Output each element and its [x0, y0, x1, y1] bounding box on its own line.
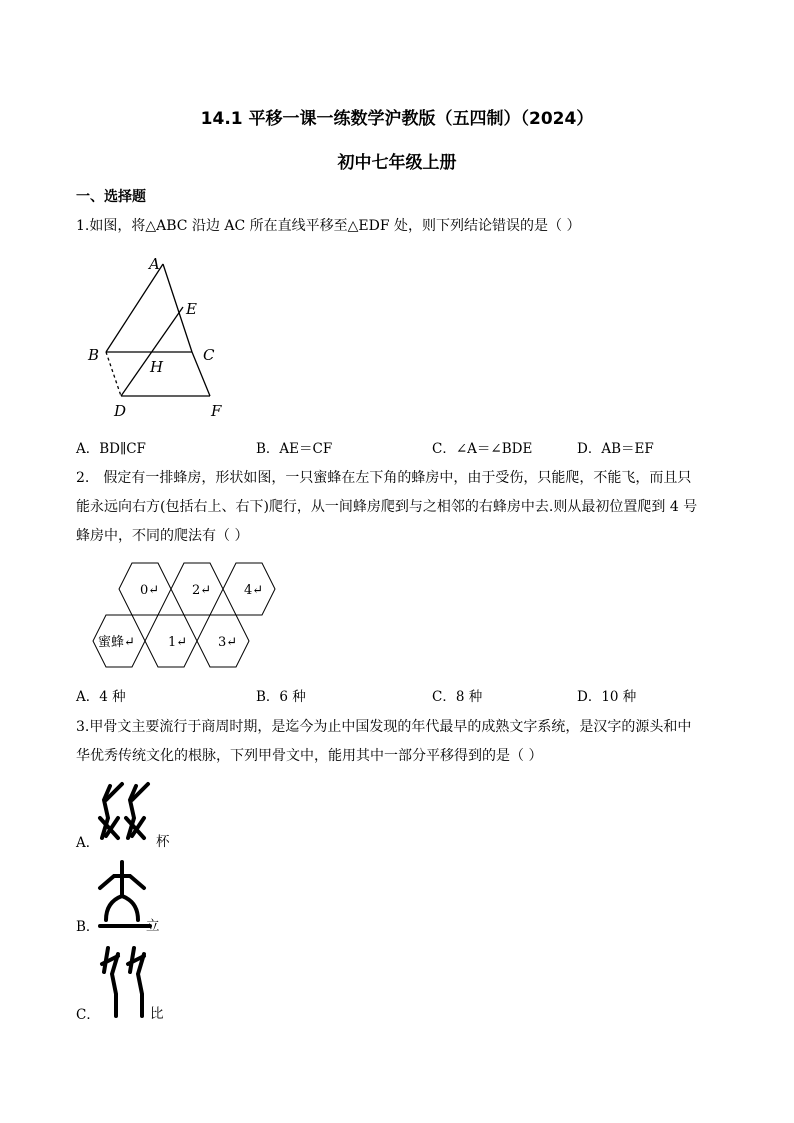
q3-option-c-char: 比 [150, 1006, 164, 1022]
label-D: D [114, 402, 127, 420]
question-3-stem-line-1: 3.甲骨文主要流行于商周时期，是迄今为止中国发现的年代最早的成熟文字系统，是汉字的源头和中 [76, 719, 692, 735]
oracle-glyph-bei [96, 778, 156, 846]
cell-2: 2↵ [192, 583, 212, 598]
q1-option-b[interactable]: B．AE＝CF [256, 441, 333, 457]
q3-option-b-label[interactable]: B． [76, 919, 100, 935]
q3-option-a-char: 杯 [156, 834, 170, 850]
oracle-glyph-li [94, 860, 154, 932]
section-heading: 一、选择题 [76, 189, 146, 205]
label-H: H [150, 358, 164, 376]
label-E: E [186, 300, 197, 318]
question-1-stem: 1.如图，将△ABC 沿边 AC 所在直线平移至△EDF 处，则下列结论错误的是（ ） [76, 218, 581, 234]
label-A: A [149, 255, 160, 273]
label-C: C [203, 346, 215, 364]
q1-option-c[interactable]: C．∠A＝∠BDE [432, 441, 533, 457]
label-B: B [88, 346, 100, 364]
q1-option-d[interactable]: D．AB＝EF [577, 441, 654, 457]
q3-option-a-label[interactable]: A． [76, 835, 100, 851]
q2-option-b[interactable]: B．6 种 [256, 689, 306, 705]
q2-option-c[interactable]: C．8 种 [432, 689, 483, 705]
question-2-stem-line-1: 2. 假定有一排蜂房，形状如图，一只蜜蜂在左下角的蜂房中，由于受伤，只能爬，不能飞，而且只 [76, 470, 692, 486]
document-title: 14.1 平移一课一练数学沪教版（五四制）（2024） [200, 109, 594, 129]
q2-honeycomb-figure [88, 560, 283, 670]
question-2-stem-line-2: 能永远向右方(包括右上、右下)爬行，从一间蜂房爬到与之相邻的右蜂房中去.则从最初位置爬到 4 号 [76, 499, 698, 515]
q2-option-d[interactable]: D．10 种 [577, 689, 637, 705]
cell-4: 4↵ [244, 583, 264, 598]
document-subtitle: 初中七年级上册 [337, 153, 457, 173]
cell-bee: 蜜蜂↵ [98, 635, 135, 650]
q1-option-a[interactable]: A．BD∥CF [76, 441, 146, 457]
q3-option-c-label[interactable]: C． [76, 1007, 100, 1023]
oracle-glyph-bi [96, 944, 156, 1018]
q3-option-b-char: 立 [146, 918, 160, 934]
question-2-stem-line-3: 蜂房中，不同的爬法有（ ） [76, 528, 249, 544]
cell-1: 1↵ [168, 635, 188, 650]
q2-option-a[interactable]: A．4 种 [76, 689, 126, 705]
label-F: F [211, 402, 222, 420]
cell-3: 3↵ [218, 635, 238, 650]
cell-0: 0↵ [140, 583, 160, 598]
question-3-stem-line-2: 华优秀传统文化的根脉，下列甲骨文中，能用其中一部分平移得到的是（ ） [76, 748, 543, 764]
q1-triangle-figure [80, 252, 240, 422]
